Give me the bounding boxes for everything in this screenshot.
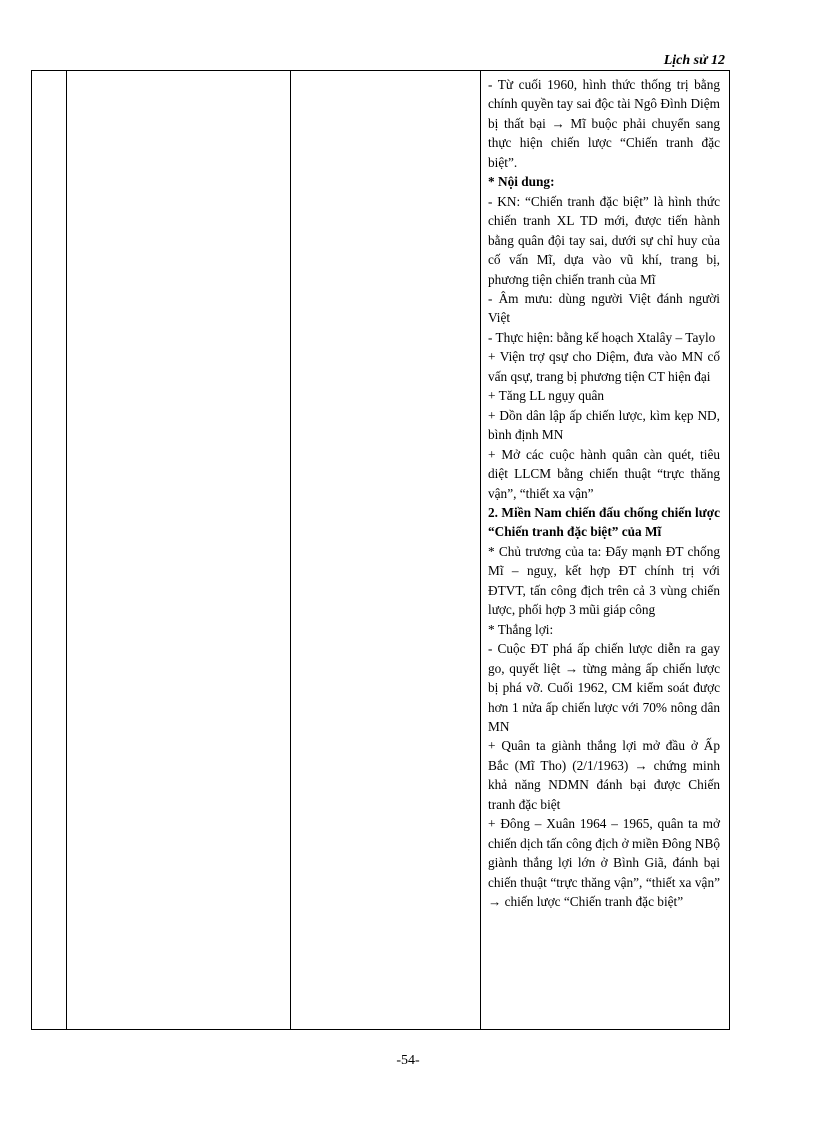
section-heading: 2. Miền Nam chiến đấu chống chiến lược “Chiến tranh đặc biệt” của Mĩ bbox=[488, 504, 720, 540]
content-paragraph: - KN: “Chiến tranh đặc biệt” là hình thức chiến tranh XL TD mới, được tiến hành bằng quân đội tay sai, dưới sự chỉ huy của cố vấn Mĩ, dựa vào vũ khí, trang bị, phương tiện chiến tranh của Mĩ bbox=[488, 193, 720, 287]
content-paragraph: + Tăng LL ngụy quân bbox=[488, 388, 605, 404]
section-heading: * Nội dung: bbox=[488, 174, 555, 190]
content-paragraph: + Mở các cuộc hành quân càn quét, tiêu diệt LLCM bằng chiến thuật “trực thăng vận”, “thiết xa vận” bbox=[488, 446, 720, 501]
column-divider-3 bbox=[480, 71, 481, 1029]
content-paragraph: * Thắng lợi: bbox=[488, 621, 554, 637]
content-paragraph: - Âm mưu: dùng người Việt đánh người Việt bbox=[488, 290, 720, 326]
content-paragraph: + Quân ta giành thắng lợi mở đầu ở Ấp Bắc (Mĩ Tho) (2/1/1963) → chứng minh khả năng NDMN đánh bại được Chiến tranh đặc biệt bbox=[488, 738, 720, 812]
content-paragraph: + Đông – Xuân 1964 – 1965, quân ta mở chiến dịch tấn công địch ở miền Đông NBộ giành thắng lợi lớn ở Bình Giã, đánh bại chiến thuật “trực thăng vận”, “thiết xa vận” → chiến lược “Chiến tranh đặc biệt” bbox=[488, 816, 720, 910]
content-paragraph: - Cuộc ĐT phá ấp chiến lược diễn ra gay go, quyết liệt → từng mảng ấp chiến lược bị phá vỡ. Cuối 1962, CM kiểm soát được hơn 1 nửa ấp chiến lược với 70% nông dân MN bbox=[488, 641, 720, 734]
content-paragraph: - Thực hiện: bằng kế hoạch Xtalây – Taylo bbox=[488, 329, 716, 345]
page-number: -54- bbox=[396, 1053, 420, 1068]
content-paragraph: + Dồn dân lập ấp chiến lược, kìm kẹp ND, bình định MN bbox=[488, 407, 720, 443]
content-paragraph: * Chủ trương của ta: Đẩy mạnh ĐT chống Mĩ – nguỵ, kết hợp ĐT chính trị với ĐTVT, tấn công địch trên cả 3 vùng chiến lược, phối hợp 3 mũi giáp công bbox=[488, 543, 720, 618]
content-paragraph: - Từ cuối 1960, hình thức thống trị bằng chính quyền tay sai độc tài Ngô Đình Diệm bị thất bại → Mĩ buộc phải chuyển sang thực hiện chiến lược “Chiến tranh đặc biệt”. bbox=[488, 77, 720, 170]
subject-header: Lịch sử 12 bbox=[663, 53, 725, 68]
column-divider-1 bbox=[66, 71, 67, 1029]
column-divider-2 bbox=[290, 71, 291, 1029]
content-column bbox=[488, 75, 720, 911]
content-paragraph: + Viện trợ qsự cho Diệm, đưa vào MN cố vấn qsự, trang bị phương tiện CT hiện đại bbox=[488, 349, 720, 384]
